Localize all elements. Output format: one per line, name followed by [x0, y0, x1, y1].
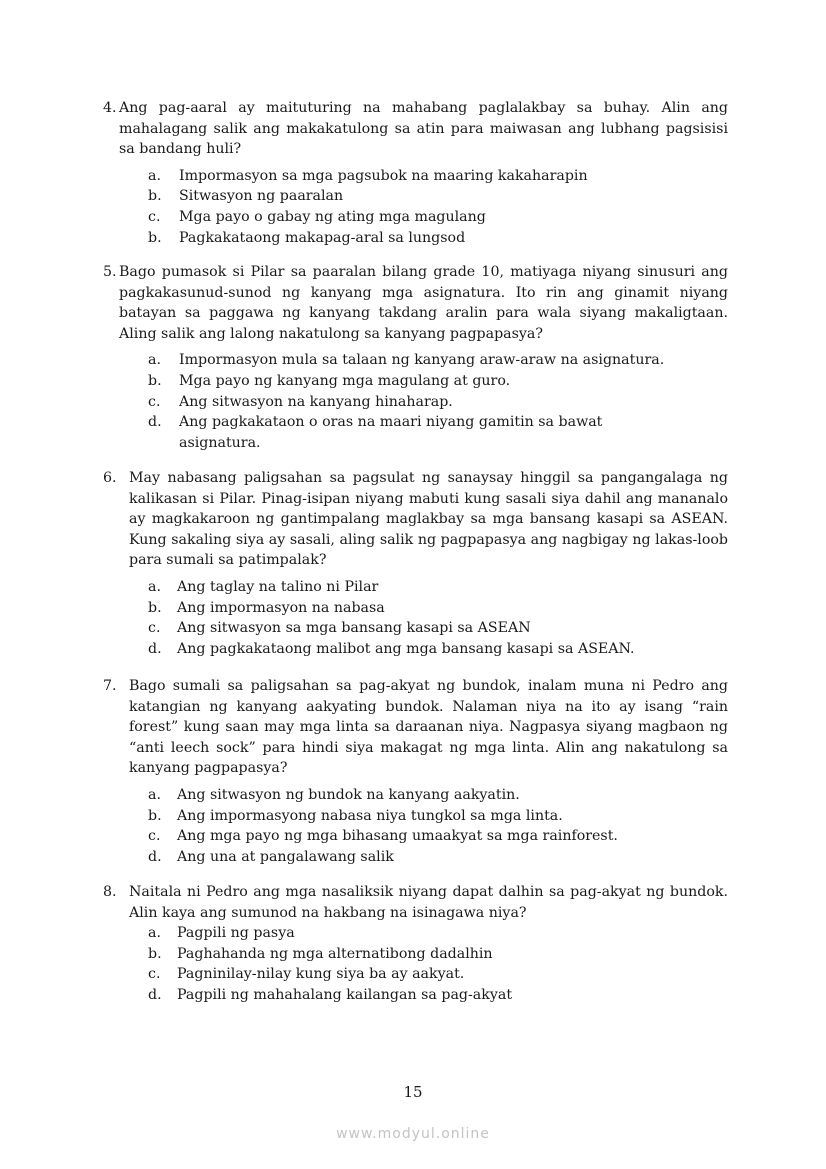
option-text: Pagpili ng mahahalang kailangan sa pag-akyat [177, 986, 513, 1003]
option-d [103, 412, 639, 453]
question-number: 5. [103, 264, 117, 280]
option-letter: b. [148, 188, 162, 205]
option-c [103, 392, 728, 413]
question-5 [103, 262, 728, 453]
option-letter: a. [148, 352, 161, 369]
option-letter: d. [148, 986, 162, 1003]
option-text: Impormasyon mula sa talaan ng kanyang araw-araw na asignatura. [179, 352, 665, 369]
option-letter: a. [148, 786, 161, 803]
option-letter: b. [148, 372, 162, 389]
options-list [103, 350, 728, 453]
option-text: Pagninilay-nilay kung siya ba ay aakyat. [177, 966, 465, 983]
option-b [103, 371, 728, 392]
option-text: Ang mga payo ng mga bihasang umaakyat sa mga rainforest. [177, 828, 618, 845]
option-b [103, 598, 728, 619]
option-letter: c. [148, 620, 161, 637]
option-text: Ang sitwasyon sa mga bansang kasapi sa ASEAN [177, 620, 531, 637]
options-list [103, 166, 728, 248]
option-b [103, 186, 728, 207]
option-a [103, 350, 728, 371]
options-list [103, 577, 728, 659]
option-letter: d. [148, 414, 162, 431]
option-letter: d. [148, 640, 162, 657]
option-letter: a. [148, 925, 161, 942]
option-d [103, 228, 728, 249]
option-a [103, 166, 728, 187]
question-6 [103, 468, 728, 659]
option-letter: a. [148, 167, 161, 184]
option-text: Ang pagkakataong malibot ang mga bansang kasapi sa ASEAN. [177, 640, 635, 657]
option-text: Ang impormasyon na nabasa [177, 599, 385, 616]
option-a [103, 923, 728, 944]
option-text: Paghahanda ng mga alternatibong dadalhin [177, 945, 493, 962]
option-c [103, 618, 728, 639]
option-b [103, 944, 728, 965]
option-text: Mga payo o gabay ng ating mga magulang [179, 208, 486, 225]
question-8 [103, 882, 728, 1006]
options-list [103, 785, 728, 867]
option-d [103, 639, 728, 660]
question-text: Naitala ni Pedro ang mga nasaliksik niyang dapat dalhin sa pag-akyat ng bundok. Alin kaya ang sumunod na hakbang na isinagawa niya? [129, 884, 728, 921]
option-letter: c. [148, 828, 161, 845]
option-text: Impormasyon sa mga pagsubok na maaring kakaharapin [179, 167, 588, 184]
question-7 [103, 676, 728, 867]
option-letter: b. [148, 599, 162, 616]
question-number: 8. [103, 884, 117, 900]
option-text: Ang sitwasyon ng bundok na kanyang aakyatin. [177, 786, 520, 803]
option-c [103, 826, 728, 847]
question-text: May nabasang paligsahan sa pagsulat ng sanaysay hinggil sa pangangalaga ng kalikasan si Pilar. Pinag-isipan niyang mabuti kung sasali siya dahil ang mananalo ay magkakaroon ng gantimpalang maglakbay sa mga bansang kasapi sa ASEAN. Kung sakaling siya ay sasali, aling salik ng pagpapasya ang nagbigay ng lakas-loob para sumali sa patimpalak? [129, 470, 728, 569]
option-a [103, 577, 728, 598]
question-number: 6. [103, 470, 117, 486]
option-a [103, 785, 728, 806]
options-list [103, 923, 728, 1005]
option-text: Ang impormasyong nabasa niya tungkol sa mga linta. [177, 807, 563, 824]
option-letter: c. [148, 208, 161, 225]
option-text: Pagpili ng pasya [177, 925, 295, 942]
watermark: www.modyul.online [336, 1126, 490, 1142]
option-letter: b. [148, 229, 162, 246]
option-text: Ang una at pangalawang salik [177, 848, 394, 865]
option-c [103, 964, 728, 985]
option-d [103, 985, 728, 1006]
question-text: Bago sumali sa paligsahan sa pag-akyat ng bundok, inalam muna ni Pedro ang katangian ng kanyang aakyating bundok. Nalaman niya na ito ay isang “rain forest” kung saan may mga linta sa daraanan niya. Nagpasya siyang magbaon ng “anti leech sock” para hindi siya makagat ng mga linta. Alin ang nakatulong sa kanyang pagpapasya? [129, 678, 728, 777]
question-text: Bago pumasok si Pilar sa paaralan bilang grade 10, matiyaga niyang sinusuri ang pagkakasunud-sunod ng kanyang mga asignatura. Ito rin ang ginamit niyang batayan sa paggawa ng kanyang takdang aralin para wala siyang makaligtaan. Aling salik ang lalong nakatulong sa kanyang pagpapasya? [119, 264, 728, 342]
option-text: Ang taglay na talino ni Pilar [177, 578, 379, 595]
question-4 [103, 98, 728, 248]
option-letter: c. [148, 393, 161, 410]
option-letter: c. [148, 966, 161, 983]
option-c [103, 207, 728, 228]
option-letter: b. [148, 945, 162, 962]
option-letter: a. [148, 578, 161, 595]
option-text: Ang sitwasyon na kanyang hinaharap. [179, 393, 453, 410]
page-number: 15 [403, 1083, 423, 1101]
option-text: Mga payo ng kanyang mga magulang at guro. [179, 372, 511, 389]
option-b [103, 806, 728, 827]
option-letter: b. [148, 807, 162, 824]
option-text: Ang pagkakataon o oras na maari niyang gamitin sa bawat asignatura. [179, 414, 603, 451]
option-text: Pagkakataong makapag-aral sa lungsod [179, 229, 466, 246]
question-number: 7. [103, 678, 117, 694]
question-text: Ang pag-aaral ay maituturing na mahabang paglalakbay sa buhay. Alin ang mahalagang salik ang makakatulong sa atin para maiwasan ang lubhang pagsisisi sa bandang huli? [119, 100, 728, 158]
option-d [103, 847, 728, 868]
option-text: Sitwasyon ng paaralan [179, 188, 344, 205]
option-letter: d. [148, 848, 162, 865]
question-number: 4. [103, 100, 117, 116]
